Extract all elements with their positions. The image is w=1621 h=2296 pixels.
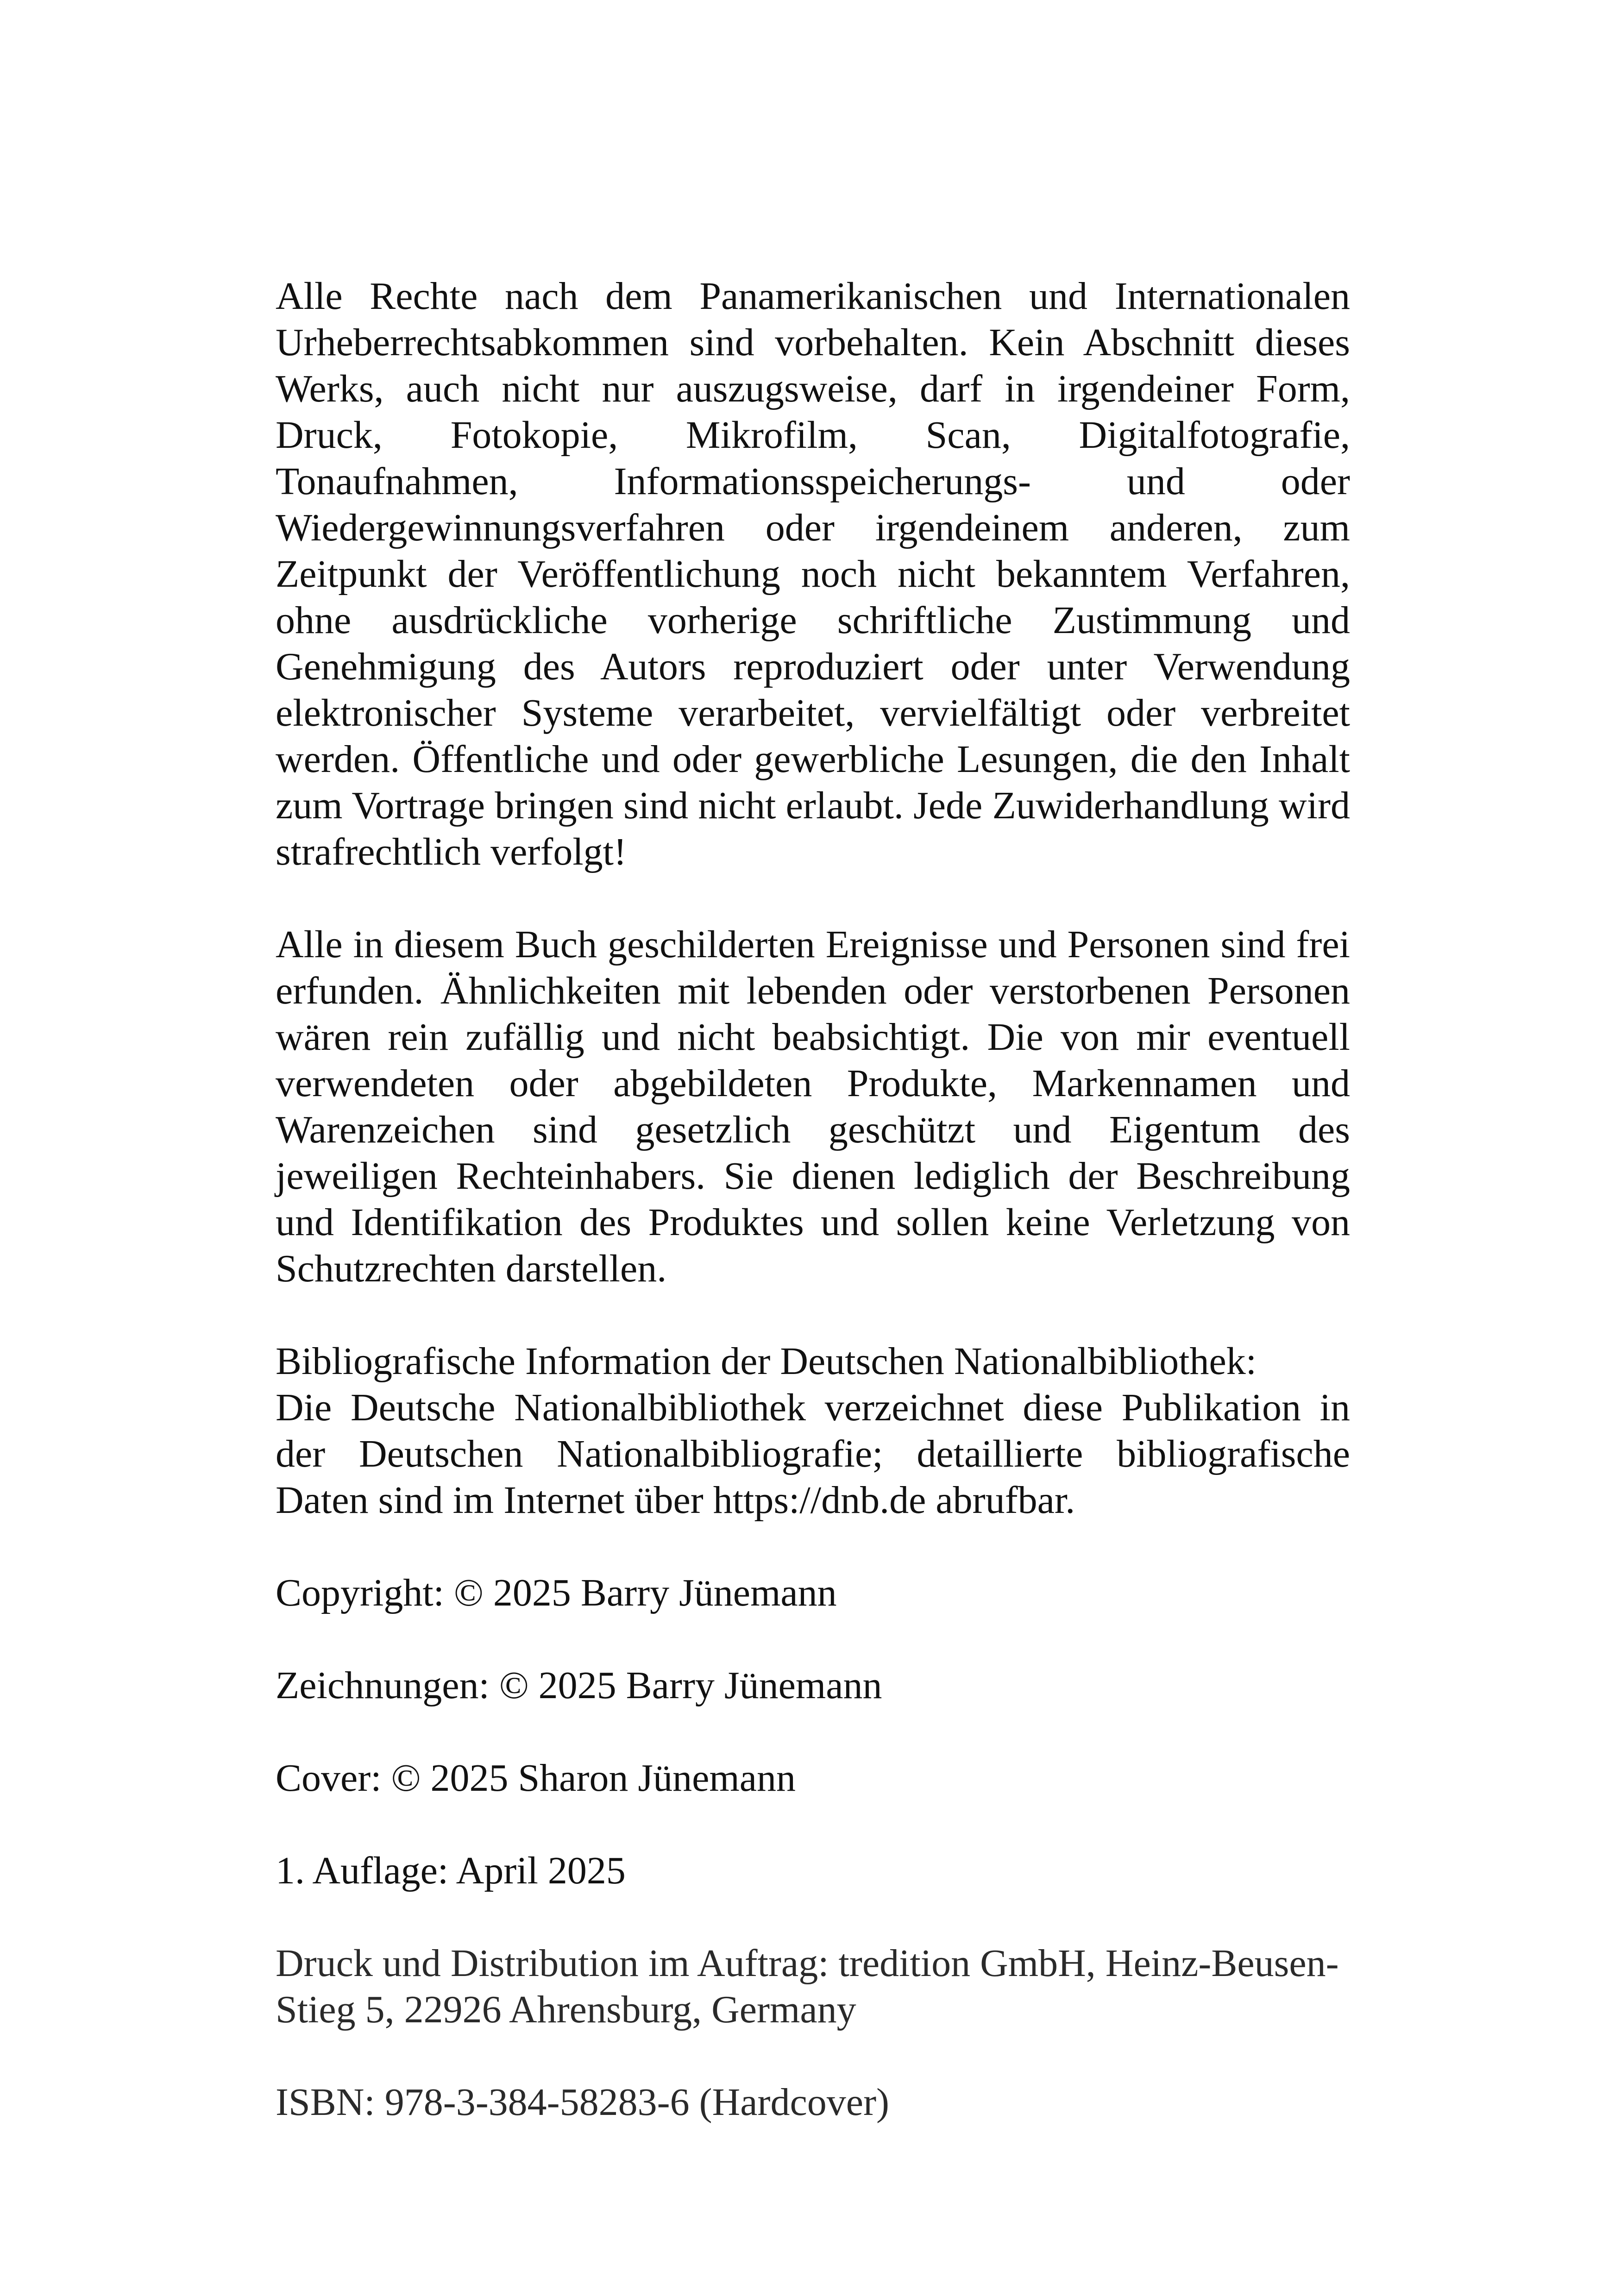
drawings-line: Zeichnungen: © 2025 Barry Jünemann	[276, 1664, 882, 1707]
edition-line: 1. Auflage: April 2025	[276, 1849, 626, 1892]
bibliographic-text: Die Deutsche Nationalbibliothek verzeichnet diese Publikation in der Deutschen Nationalbibliografie; detaillierte bibliografische Daten sind im Internet über https://dnb.de abrufbar.	[276, 1386, 1350, 1522]
imprint-content	[276, 273, 1350, 2126]
rights-notice-paragraph: Alle Rechte nach dem Panamerikanischen und Internationalen Urheberrechtsabkommen sind vorbehalten. Kein Abschnitt dieses Werks, auch nicht nur auszugsweise, darf in irgendeiner Form, Druck, Fotokopie, Mikrofilm, Scan, Digitalfotografie, Tonaufnahmen, Informationsspeicherungs- und oder Wiedergewinnungsverfahren oder irgendeinem anderen, zum Zeitpunkt der Veröffentlichung noch nicht bekanntem Verfahren, ohne ausdrückliche vorherige schriftliche Zustimmung und Genehmigung des Autors reproduziert oder unter Verwendung elektronischer Systeme verarbeitet, vervielfältigt oder verbreitet werden. Öffentliche und oder gewerbliche Lesungen, die den Inhalt zum Vortrage bringen sind nicht erlaubt. Jede Zuwiderhandlung wird strafrechtlich verfolgt!	[276, 275, 1350, 873]
paragraph-spacer	[276, 1292, 1350, 1338]
paragraph-spacer	[276, 1709, 1350, 1755]
paragraph-spacer	[276, 1894, 1350, 1940]
isbn-line: ISBN: 978-3-384-58283-6 (Hardcover)	[276, 2081, 890, 2124]
distribution-line-2: Stieg 5, 22926 Ahrensburg, Germany	[276, 1988, 856, 2031]
bibliographic-info-block	[276, 1338, 1350, 1524]
paragraph-spacer	[276, 1616, 1350, 1662]
copyright-line: Copyright: © 2025 Barry Jünemann	[276, 1571, 837, 1614]
bibliographic-heading: Bibliografische Information der Deutschen Nationalbibliothek:	[276, 1340, 1257, 1383]
paragraph-spacer	[276, 875, 1350, 922]
paragraph-spacer	[276, 1524, 1350, 1570]
distribution-block	[276, 1940, 1350, 2033]
fiction-disclaimer-paragraph: Alle in diesem Buch geschilderten Ereignisse und Personen sind frei erfunden. Ähnlichkeiten mit lebenden oder verstorbenen Personen wären rein zufällig und nicht beabsichtigt. Die von mir eventuell verwendeten oder abgebildeten Produkte, Markennamen und Warenzeichen sind gesetzlich geschützt und Eigentum des jeweiligen Rechteinhabers. Sie dienen lediglich der Beschreibung und Identifikation des Produktes und sollen keine Verletzung von Schutzrechten darstellen.	[276, 923, 1350, 1290]
cover-line: Cover: © 2025 Sharon Jünemann	[276, 1757, 796, 1800]
paragraph-spacer	[276, 1801, 1350, 1848]
distribution-line-1: Druck und Distribution im Auftrag: tredition GmbH, Heinz-Beusen-	[276, 1942, 1339, 1985]
paragraph-spacer	[276, 2033, 1350, 2079]
